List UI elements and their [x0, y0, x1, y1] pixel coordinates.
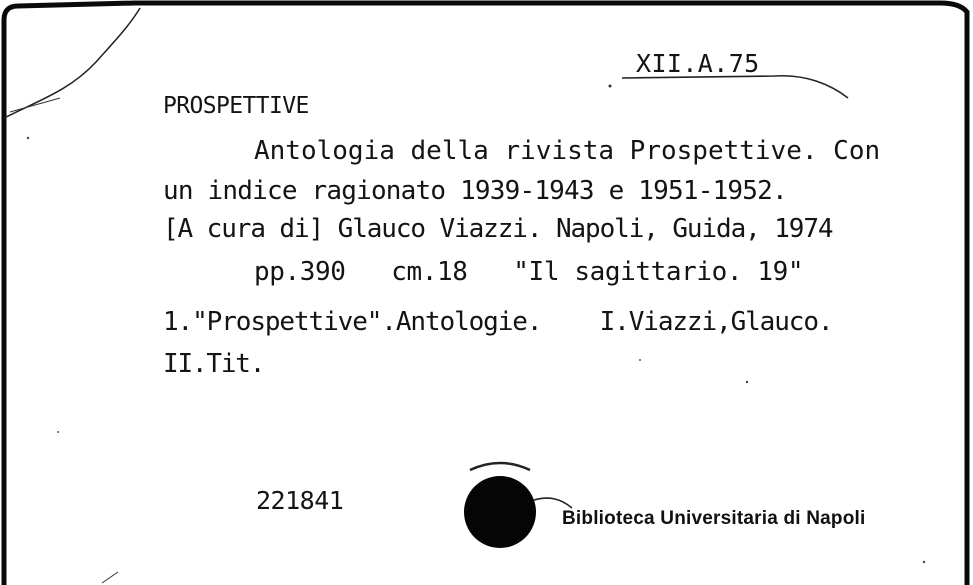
description-line: Antologia della rivista Prospettive. Con — [254, 136, 881, 166]
torn-corner-mark-2 — [10, 98, 60, 112]
card-heading: PROSPETTIVE — [163, 93, 309, 119]
description-line: un indice ragionato 1939-1943 e 1951-1952. — [163, 176, 787, 206]
tracing-line: 1."Prospettive".Antologie. I.Viazzi,Glauco. — [163, 307, 833, 337]
binding-hole — [464, 476, 536, 548]
binding-hole-arc — [470, 463, 530, 470]
stamp-line — [534, 498, 572, 508]
shelfmark: XII.A.75 — [636, 49, 760, 78]
description-line: [A cura di] Glauco Viazzi. Napoli, Guida, 1974 — [163, 214, 833, 244]
shelfmark-underline — [622, 76, 848, 98]
library-stamp: Biblioteca Universitaria di Napoli — [562, 508, 866, 529]
description-line: pp.390 cm.18 "Il sagittario. 19" — [254, 257, 804, 287]
tracing-line: II.Tit. — [163, 349, 265, 379]
torn-corner-mark — [4, 8, 140, 118]
bottom-edge-mark — [102, 572, 118, 583]
accession-number: 221841 — [256, 486, 344, 515]
